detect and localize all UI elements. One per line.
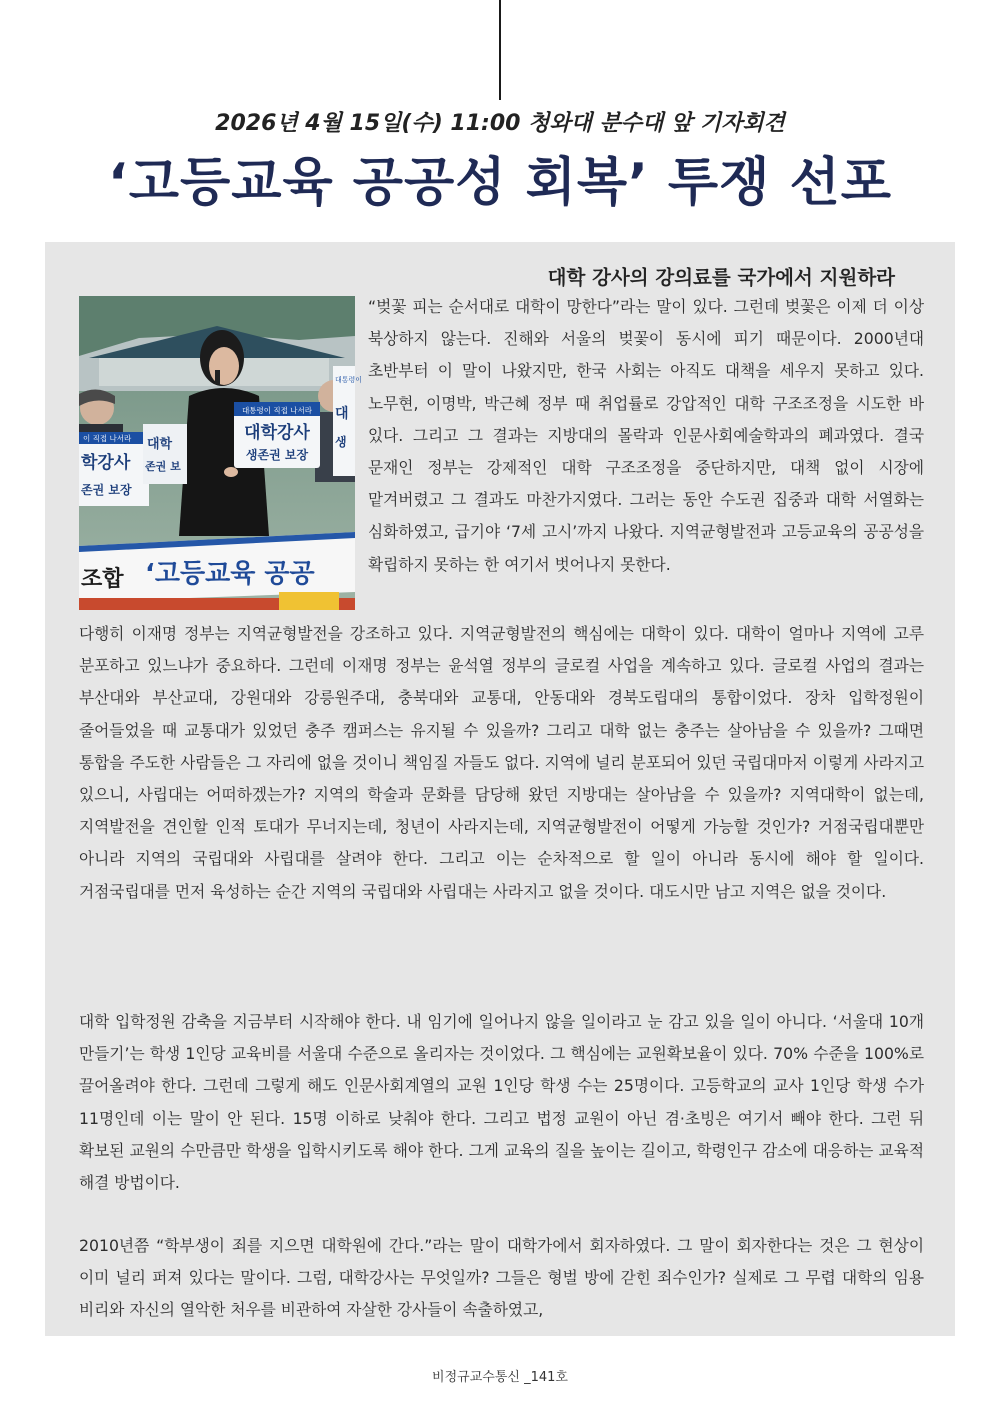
top-divider-line: [499, 0, 501, 100]
sign-center-line3: 생존권 보장: [245, 448, 309, 462]
protest-photo: [79, 296, 363, 610]
event-subtitle: 2026년 4월 15일(수) 11:00 청와대 분수대 앞 기자회견: [215, 111, 785, 136]
sign-right-line3: 생: [335, 435, 347, 449]
page-headline: ‘고등교육 공공성 회복’ 투쟁 선포: [108, 153, 892, 213]
sign-right-line2: 대: [335, 406, 349, 422]
article-paragraph-4: 2010년쯤 “학부생이 죄를 지으면 대학원에 간다.”라는 말이 대학가에서 회자하였다. 그 말이 회자한다는 것은 그 현상이 이미 널리 퍼져 있다는 말이다. 그럼, 대학강사는 무엇일까? 그들은 형벌 방에 갇힌 죄수인가? 실제로 그 무렵 대학의 임용 비리와 자신의 열악한 처우를 비관하여 자살한 강사들이 속출하였고,: [79, 1236, 924, 1320]
article-paragraph-2: 다행히 이재명 정부는 지역균형발전을 강조하고 있다. 지역균형발전의 핵심에는 대학이 있다. 대학이 얼마나 지역에 고루 분포하고 있느냐가 중요하다. 그런데 이재명 정부는 윤석열 정부의 글로컬 사업을 계속하고 있다. 글로컬 사업의 결과는 부산대와 부산교대, 강원대와 강릉원주대, 충북대와 교통대, 안동대와 경북도립대의 통합이었다. 장차 입학정원이 줄어들었을 때 교통대가 있었던 충주 캠퍼스는 유지될 수 있을까? 그리고 대학 없는 충주는 살아남을 수 있을까? 그때면 통합을 주도한 사람들은 그 자리에 없을 것이니 책임질 자들도 없다. 지역에 널리 분포되어 있던 국립대마저 이렇게 사라지고 있으니, 사립대는 어떠하겠는가? 지역의 학술과 문화를 담당해 왔던 지방대는 살아남을 수 있을까? 지역대학이 없는데, 지역발전을 견인할 인적 토대가 무너지는데, 청년이 사라지는데, 지역균형발전이 어떻게 가능할 것인가? 거점국립대뿐만 아니라 지역의 국립대와 사립대를 살려야 한다. 그리고 이는 순차적으로 할 일이 아니라 동시에 해야 할 일이다. 거점국립대를 먼저 육성하는 순간 지역의 국립대와 사립대는 사라지고 없을 것이다. 대도시만 남고 지역은 없을 것이다.: [79, 624, 924, 901]
sign-left-line1: 이 직접 나서라: [83, 434, 132, 443]
footer-issue-label: 비정규교수통신 _141호: [432, 1370, 568, 1385]
sign-center-line2: 대학강사: [244, 423, 310, 443]
sign-center-line1: 대통령이 직접 나서라: [242, 406, 312, 415]
sign-left-line2: 학강사: [81, 453, 131, 473]
article-paragraph-1: “벚꽃 피는 순서대로 대학이 망한다”라는 말이 있다. 그런데 벚꽃은 이제 더 이상 북상하지 않는다. 진해와 서울의 벚꽃이 동시에 피기 때문이다. 2000년대 초반부터 이 말이 나왔지만, 한국 사회는 아직도 대책을 세우지 못하고 있다. 노무현, 이명박, 박근혜 정부 때 취업률로 강압적인 대학 구조조정을 시도한 바 있다. 그리고 그 결과는 지방대의 몰락과 인문사회예술학과의 폐과였다. 결국 문재인 정부는 강제적인 대학 구조조정을 중단하지만, 대책 없이 시장에 맡겨버렸고 그 결과도 마찬가지였다. 그러는 동안 수도권 집중과 대학 서열화는 심화하였고, 급기야 ‘7세 고시’까지 나왔다. 지역균형발전과 고등교육의 공공성을 확립하지 못하는 한 여기서 벗어나지 못한다.: [368, 297, 924, 574]
sign-right-line1: 대통령이: [335, 376, 363, 384]
section-title: 대학 강사의 강의료를 국가에서 지원하라: [547, 266, 895, 289]
banner-prefix: 조합: [81, 567, 124, 592]
sign-mid-line1: 대학: [147, 437, 173, 452]
banner-text: ‘고등교육 공공: [145, 559, 315, 589]
sign-left-line3: 존권 보장: [81, 483, 132, 497]
sign-mid-line2: 존권 보: [145, 460, 181, 473]
article-paragraph-3: 대학 입학정원 감축을 지금부터 시작해야 한다. 내 임기에 일어나지 않을 일이라고 눈 감고 있을 일이 아니다. ‘서울대 10개 만들기’는 학생 1인당 교육비를 서울대 수준으로 올리자는 것이었다. 그 핵심에는 교원확보율이 있다. 70% 수준을 100%로 끌어올려야 한다. 그런데 그렇게 해도 인문사회계열의 교원 1인당 학생 수는 25명이다. 고등학교의 교사 1인당 학생 수가 11명인데 이는 말이 안 된다. 15명 이하로 낮춰야 한다. 그리고 법정 교원이 아닌 겸·초빙은 여기서 빼야 한다. 그런 뒤 확보된 교원의 수만큼만 학생을 입학시키도록 해야 한다. 그게 교육의 질을 높이는 길이고, 학령인구 감소에 대응하는 교육적 해결 방법이다.: [79, 1012, 924, 1193]
